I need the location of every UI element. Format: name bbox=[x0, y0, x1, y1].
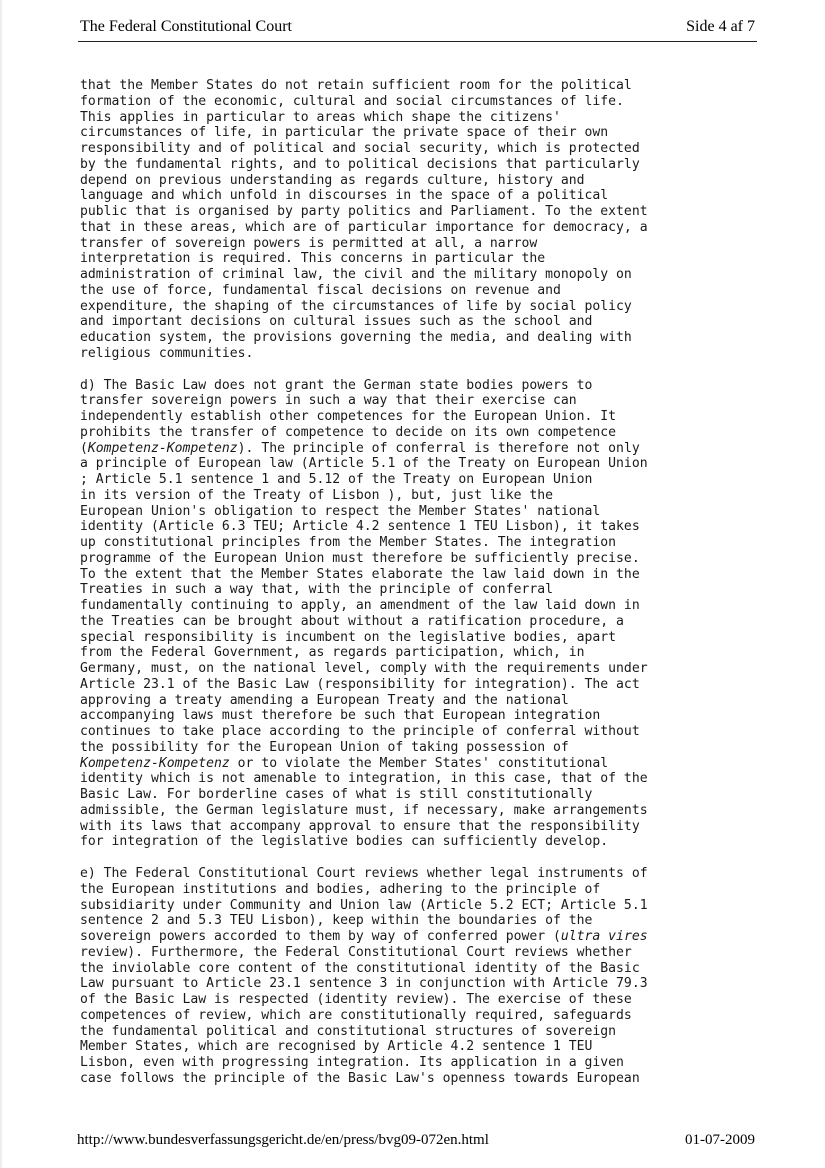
text-line: Germany, must, on the national level, comply with the requirements under bbox=[80, 661, 648, 676]
text-line: interpretation is required. This concerns in particular the bbox=[80, 251, 546, 267]
scan-edge bbox=[0, 0, 3, 1168]
text-line: special responsibility is incumbent on the legislative bodies, apart bbox=[80, 629, 617, 645]
text-line: European Union's obligation to respect the Member States' national bbox=[80, 503, 601, 519]
paragraph bbox=[80, 78, 690, 362]
text-line: review). Furthermore, the Federal Constitutional Court reviews whether bbox=[80, 944, 632, 960]
text-line: To the extent that the Member States elaborate the law laid down in the bbox=[80, 566, 640, 582]
page-footer bbox=[0, 1120, 825, 1168]
text-line: depend on previous understanding as regards culture, history and bbox=[80, 172, 585, 188]
text-line: public that is organised by party politics and Parliament. To the extent bbox=[80, 204, 648, 219]
text-line: Kompetenz-Kompetenz or to violate the Member States' constitutional bbox=[80, 755, 609, 771]
text-line: (Kompetenz-Kompetenz). The principle of conferral is therefore not only bbox=[80, 440, 640, 456]
text-line: the inviolable core content of the constitutional identity of the Basic bbox=[80, 960, 640, 976]
text-line: e) The Federal Constitutional Court reviews whether legal instruments of bbox=[80, 866, 648, 881]
text-line: independently establish other competences for the European Union. It bbox=[80, 409, 617, 424]
text-line: and important decisions on cultural issues such as the school and bbox=[80, 314, 593, 330]
text-line: Law pursuant to Article 23.1 sentence 3 in conjunction with Article 79.3 bbox=[80, 976, 648, 992]
text-line: continues to take place according to the principle of conferral without bbox=[80, 724, 640, 739]
text-line: for integration of the legislative bodies can sufficiently develop. bbox=[80, 834, 609, 850]
text-line: formation of the economic, cultural and social circumstances of life. bbox=[80, 93, 624, 109]
text-line: approving a treaty amending a European Treaty and the national bbox=[80, 692, 569, 708]
paragraph bbox=[80, 378, 690, 851]
text-line: in its version of the Treaty of Lisbon ), but, just like the bbox=[80, 487, 553, 503]
text-line: of the Basic Law is respected (identity review). The exercise of these bbox=[80, 992, 632, 1007]
page-number: Side 4 af 7 bbox=[686, 18, 755, 35]
text-line: the Treaties can be brought about without a ratification procedure, a bbox=[80, 613, 624, 629]
text-line: admissible, the German legislature must, if necessary, make arrangements bbox=[80, 802, 648, 818]
text-line: Treaties in such a way that, with the principle of conferral bbox=[80, 582, 553, 598]
text-line: circumstances of life, in particular the private space of their own bbox=[80, 125, 609, 141]
document-title: The Federal Constitutional Court bbox=[80, 18, 292, 35]
text-line: Lisbon, even with progressing integration. Its application in a given bbox=[80, 1055, 624, 1070]
text-line: sentence 2 and 5.3 TEU Lisbon), keep within the boundaries of the bbox=[80, 913, 593, 929]
text-line: sovereign powers accorded to them by way of conferred power (ultra vires bbox=[80, 929, 648, 944]
header-divider bbox=[78, 41, 757, 42]
text-line: religious communities. bbox=[80, 345, 254, 361]
text-line: Basic Law. For borderline cases of what is still constitutionally bbox=[80, 787, 593, 802]
text-line: subsidiarity under Community and Union law (Article 5.2 ECT; Article 5.1 bbox=[80, 897, 648, 913]
text-line: a principle of European law (Article 5.1 of the Treaty on European Union bbox=[80, 456, 648, 472]
text-line: This applies in particular to areas which shape the citizens' bbox=[80, 109, 561, 125]
text-line: programme of the European Union must therefore be sufficiently precise. bbox=[80, 550, 640, 566]
paragraph bbox=[80, 866, 690, 1087]
text-line: the possibility for the European Union of taking possession of bbox=[80, 739, 569, 755]
print-date: 01-07-2009 bbox=[685, 1132, 755, 1148]
text-line: by the fundamental rights, and to political decisions that particularly bbox=[80, 156, 640, 172]
text-line: ; Article 5.1 sentence 1 and 5.12 of the Treaty on European Union bbox=[80, 472, 593, 487]
text-line: transfer of sovereign powers is permitted at all, a narrow bbox=[80, 235, 538, 251]
text-line: expenditure, the shaping of the circumstances of life by social policy bbox=[80, 298, 632, 314]
text-line: the European institutions and bodies, adhering to the principle of bbox=[80, 881, 601, 897]
text-line: Article 23.1 of the Basic Law (responsibility for integration). The act bbox=[80, 676, 640, 692]
text-line: accompanying laws must therefore be such that European integration bbox=[80, 708, 601, 724]
text-line: responsibility and of political and social security, which is protected bbox=[80, 141, 640, 156]
text-line: Member States, which are recognised by Article 4.2 sentence 1 TEU bbox=[80, 1039, 593, 1055]
page-header bbox=[0, 0, 825, 46]
text-line: administration of criminal law, the civil and the military monopoly on bbox=[80, 267, 632, 282]
text-line: that in these areas, which are of particular importance for democracy, a bbox=[80, 219, 648, 235]
text-line: prohibits the transfer of competence to decide on its own competence bbox=[80, 424, 617, 440]
text-line: case follows the principle of the Basic Law's openness towards European bbox=[80, 1070, 640, 1086]
text-line: competences of review, which are constitutionally required, safeguards bbox=[80, 1007, 632, 1023]
text-line: up constitutional principles from the Member States. The integration bbox=[80, 535, 617, 550]
source-url[interactable]: http://www.bundesverfassungsgericht.de/en/press/bvg09-072en.html bbox=[77, 1132, 489, 1148]
text-line: education system, the provisions governing the media, and dealing with bbox=[80, 330, 632, 345]
text-line: language and which unfold in discourses in the space of a political bbox=[80, 188, 609, 204]
text-line: the fundamental political and constitutional structures of sovereign bbox=[80, 1023, 617, 1039]
text-line: that the Member States do not retain sufficient room for the political bbox=[80, 78, 632, 93]
text-line: from the Federal Government, as regards participation, which, in bbox=[80, 645, 585, 661]
text-line: transfer sovereign powers in such a way that their exercise can bbox=[80, 393, 577, 409]
text-line: d) The Basic Law does not grant the German state bodies powers to bbox=[80, 377, 593, 393]
text-line: with its laws that accompany approval to ensure that the responsibility bbox=[80, 818, 640, 834]
document-body bbox=[80, 78, 690, 1103]
text-line: identity (Article 6.3 TEU; Article 4.2 sentence 1 TEU Lisbon), it takes bbox=[80, 519, 640, 535]
text-line: identity which is not amenable to integration, in this case, that of the bbox=[80, 771, 648, 787]
text-line: the use of force, fundamental fiscal decisions on revenue and bbox=[80, 282, 561, 298]
text-line: fundamentally continuing to apply, an amendment of the law laid down in bbox=[80, 598, 640, 613]
